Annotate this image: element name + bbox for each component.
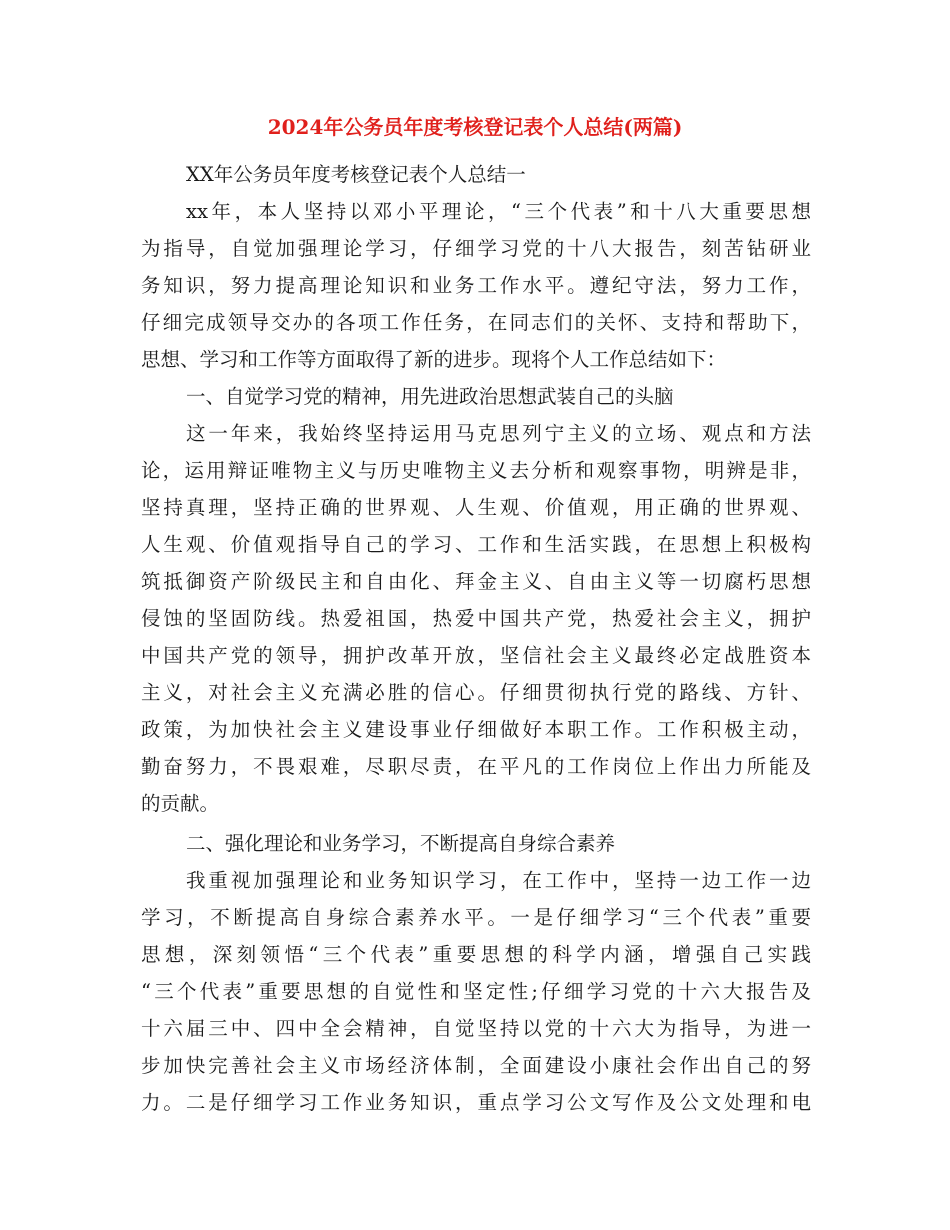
paragraph-line: 侵蚀的坚固防线。热爱祖国，热爱中国共产党，热爱社会主义，拥护 [141, 607, 811, 630]
paragraph-line: 步加快完善社会主义市场经济体制，全面建设小康社会作出自己的努 [141, 1054, 811, 1077]
paragraph-line: 仔细完成领导交办的各项工作任务，在同志们的关怀、支持和帮助下， [141, 311, 811, 334]
section-heading: 二、强化理论和业务学习，不断提高自身综合素养 [186, 832, 616, 855]
paragraph-line: “三个代表”重要思想的自觉性和坚定性;仔细学习党的十六大报告及 [141, 980, 811, 1003]
paragraph-line: 思想、学习和工作等方面取得了新的进步。现将个人工作总结如下： [141, 348, 727, 371]
paragraph-line: 筑抵御资产阶级民主和自由化、拜金主义、自由主义等一切腐朽思想 [141, 570, 811, 593]
paragraph-line: 思想，深刻领悟“三个代表”重要思想的科学内涵，增强自己实践 [141, 943, 811, 966]
paragraph-line: 学习，不断提高自身综合素养水平。一是仔细学习“三个代表”重要 [141, 906, 811, 929]
paragraph-line: 为指导，自觉加强理论学习，仔细学习党的十八大报告，刻苦钻研业 [141, 237, 811, 260]
paragraph-line: 论，运用辩证唯物主义与历史唯物主义去分析和观察事物，明辨是非， [141, 459, 811, 482]
paragraph-line: 坚持真理，坚持正确的世界观、人生观、价值观，用正确的世界观、 [141, 496, 811, 519]
paragraph-line: 主义，对社会主义充满必胜的信心。仔细贯彻执行党的路线、方针、 [141, 681, 811, 704]
paragraph-line: 务知识，努力提高理论知识和业务工作水平。遵纪守法，努力工作， [141, 274, 811, 297]
paragraph-line: 人生观、价值观指导自己的学习、工作和生活实践，在思想上积极构 [141, 533, 811, 556]
paragraph-line: 十六届三中、四中全会精神，自觉坚持以党的十六大为指导，为进一 [141, 1017, 811, 1040]
paragraph-line: 的贡献。 [141, 792, 220, 815]
paragraph-line: 中国共产党的领导，拥护改革开放，坚信社会主义最终必定战胜资本 [141, 644, 811, 667]
paragraph-line: 力。二是仔细学习工作业务知识，重点学习公文写作及公文处理和电 [141, 1091, 811, 1114]
paragraph-line: 这一年来，我始终坚持运用马克思列宁主义的立场、观点和方法 [186, 422, 811, 445]
paragraph-line: 勤奋努力，不畏艰难，尽职尽责，在平凡的工作岗位上作出力所能及 [141, 755, 811, 778]
section-heading: 一、自觉学习党的精神，用先进政治思想武装自己的头脑 [186, 385, 674, 408]
paragraph-line: XX年公务员年度考核登记表个人总结一 [186, 163, 526, 186]
paragraph-line: 我重视加强理论和业务知识学习，在工作中，坚持一边工作一边 [186, 869, 811, 892]
document-title: 2024年公务员年度考核登记表个人总结(两篇) [267, 115, 683, 139]
paragraph-line: xx年，本人坚持以邓小平理论，“三个代表”和十八大重要思想 [186, 200, 811, 223]
paragraph-line: 政策，为加快社会主义建设事业仔细做好本职工作。工作积极主动， [141, 718, 811, 741]
